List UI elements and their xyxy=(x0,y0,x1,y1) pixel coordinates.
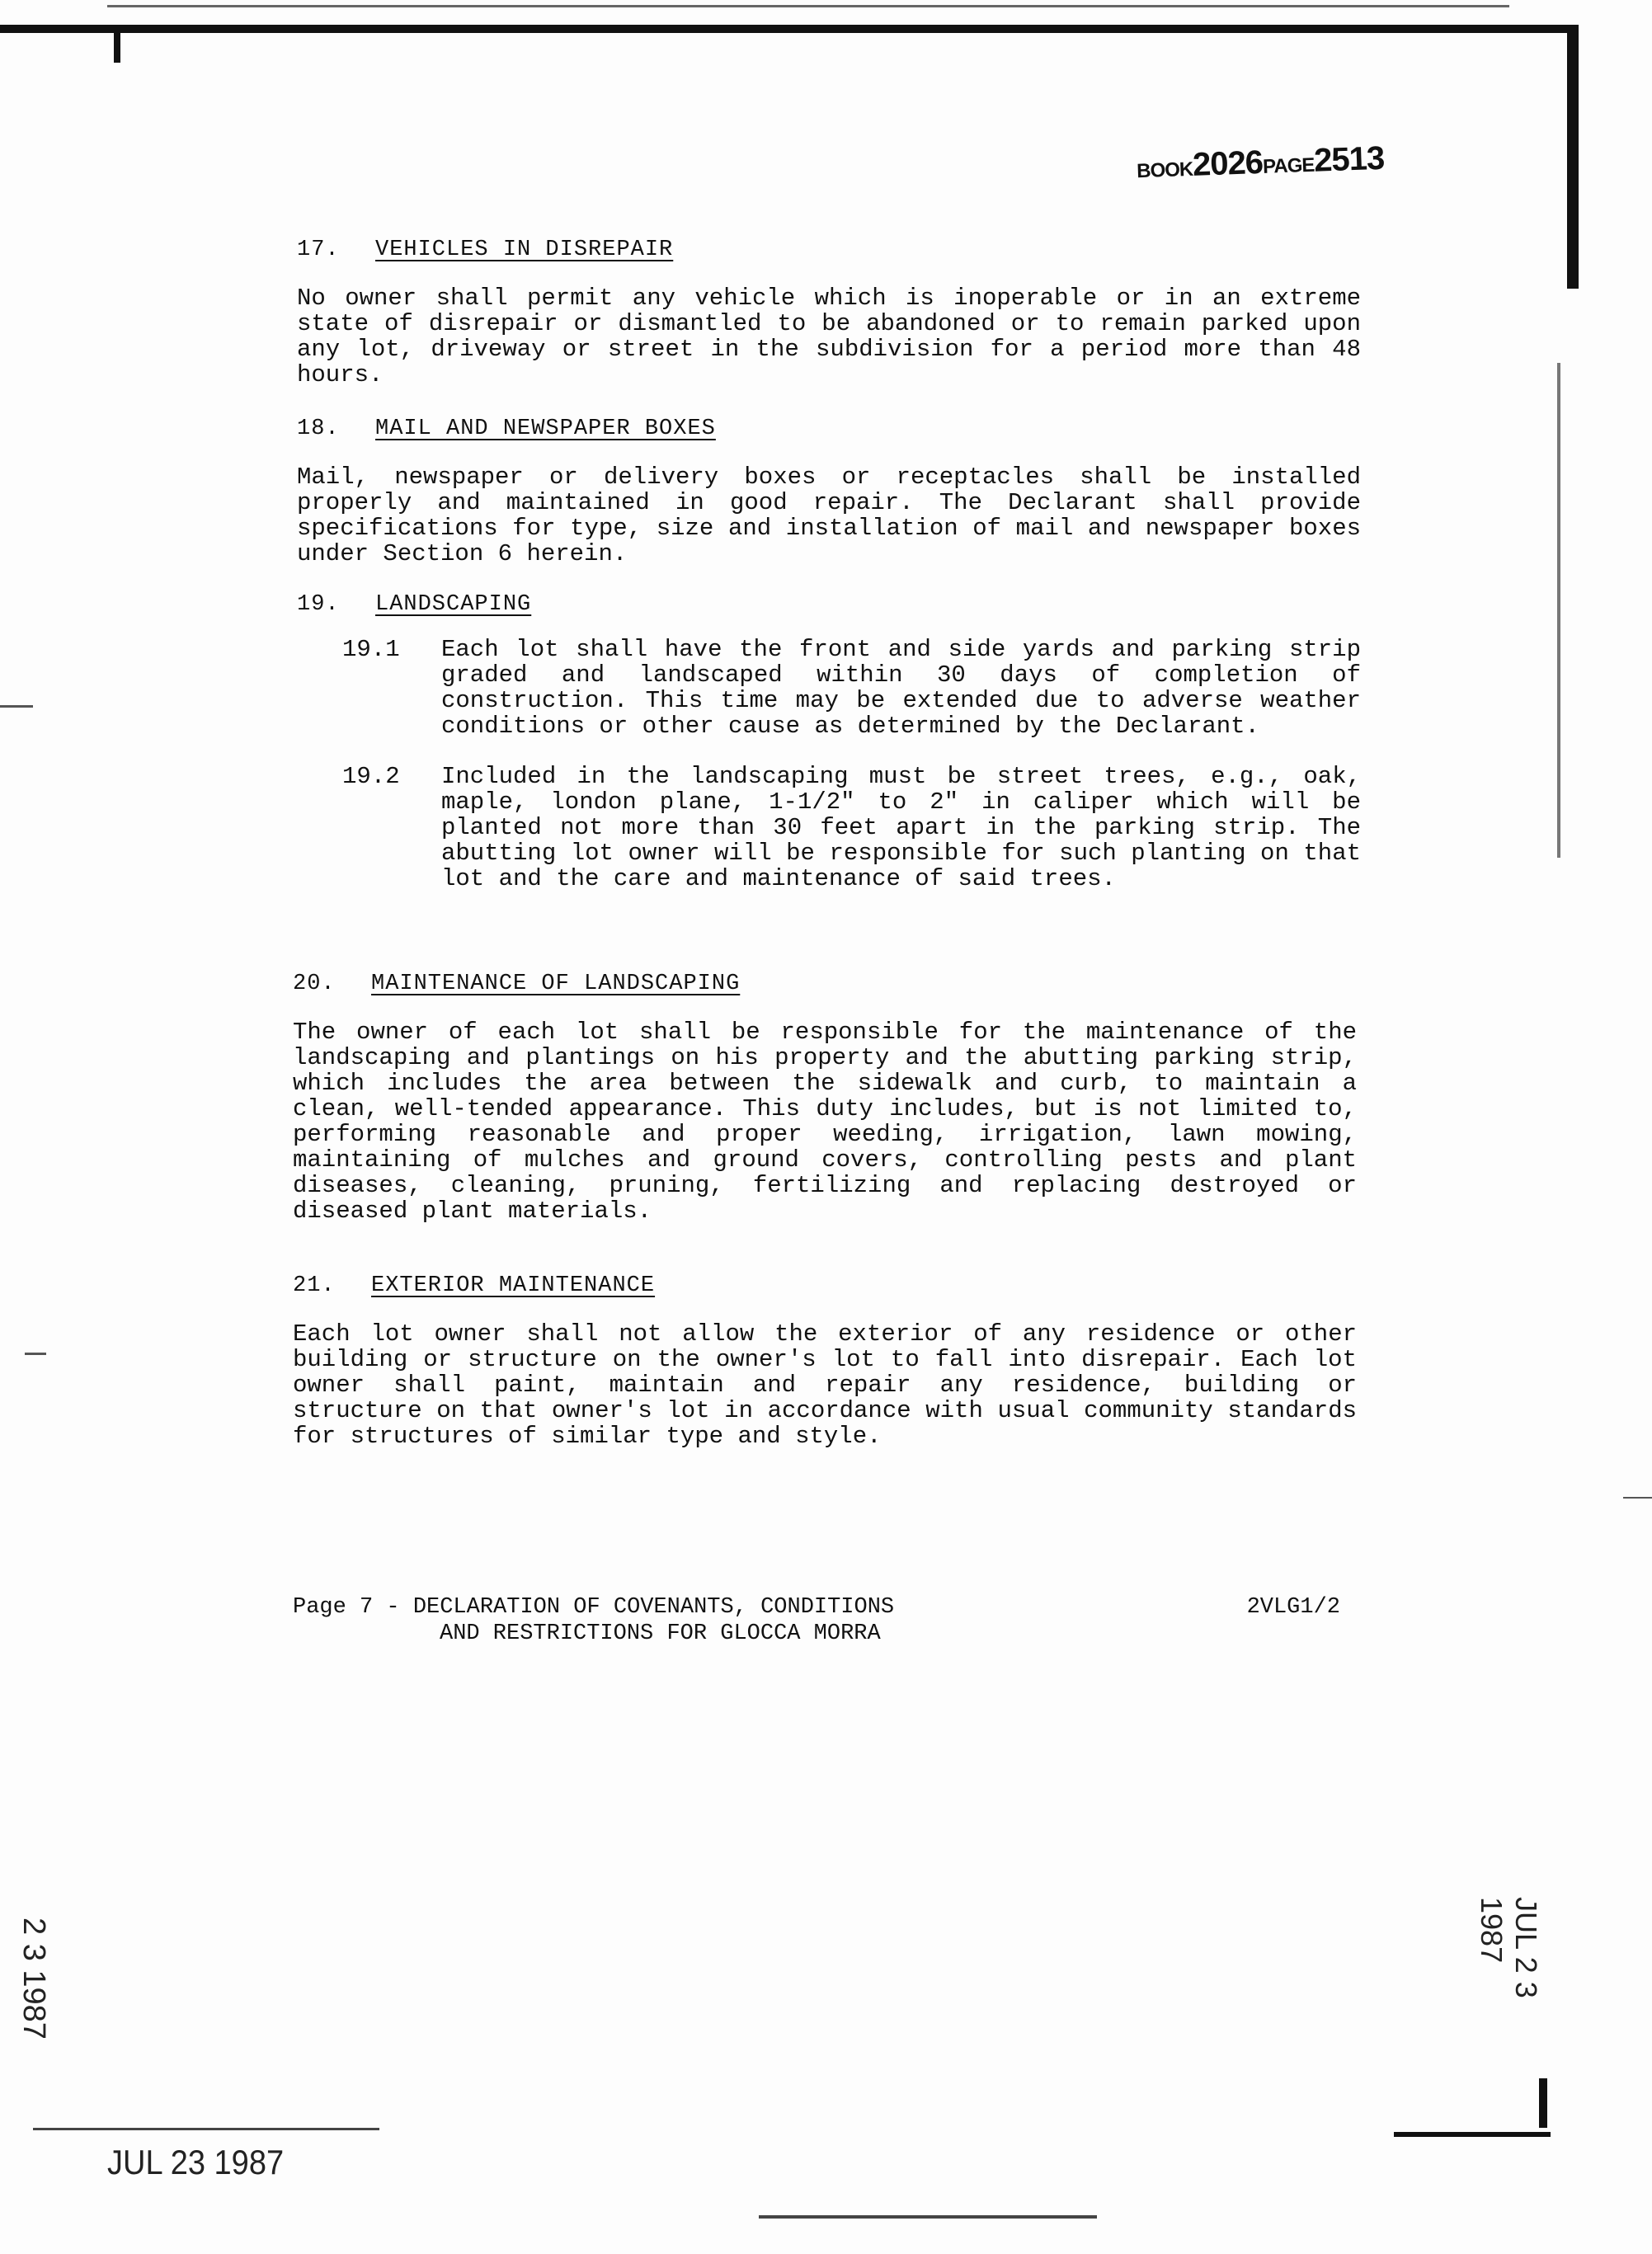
scan-top-border xyxy=(0,25,1575,33)
footer-page-line: Page 7 - DECLARATION OF COVENANTS, CONDITIONS xyxy=(293,1595,895,1620)
scan-left-tick xyxy=(25,1353,46,1355)
section-18 xyxy=(297,416,1361,567)
section-body: Mail, newspaper or delivery boxes or receptacles shall be installed properly and maintained in good repair. The Declarant shall provide specifications for type, size and installation of mail and newspaper boxes under Section 6 herein. xyxy=(297,464,1361,567)
section-heading xyxy=(297,238,1361,262)
book-page-stamp xyxy=(1136,140,1385,186)
section-body: No owner shall permit any vehicle which is inoperable or in an extreme state of disrepair or dismantled to be abandoned or to remain parked upon any lot, driveway or street in the subdivision for a period more than 48 hours. xyxy=(297,285,1361,388)
scan-bottom-right-line xyxy=(1394,2132,1551,2137)
section-heading xyxy=(297,416,1361,441)
footer-line2: AND RESTRICTIONS FOR GLOCCA MORRA xyxy=(440,1621,881,1646)
page-label: PAGE xyxy=(1262,153,1315,178)
section-20 xyxy=(293,972,1357,1224)
page-number: 2513 xyxy=(1313,139,1385,179)
section-19 xyxy=(297,592,1361,892)
scan-left-tick xyxy=(0,705,33,708)
page-footer xyxy=(293,1594,1365,1647)
subsection-19-2 xyxy=(297,764,1361,892)
scan-right-tick xyxy=(1623,1497,1652,1499)
section-number: 18. xyxy=(297,416,340,441)
subsection-number: 19.1 xyxy=(342,636,400,663)
section-number: 21. xyxy=(293,1273,336,1298)
date-stamp-bottom: JUL 23 1987 xyxy=(107,2143,285,2183)
date-stamp-right: JUL 2 3 1987 xyxy=(1475,1897,1543,1998)
scan-top-left-mark xyxy=(114,30,120,63)
scan-right-edge-line xyxy=(1557,363,1560,858)
subsection-body: Included in the landscaping must be street trees, e.g., oak, maple, london plane, 1-1/2" to 2" in caliper which will be planted not more than 30 feet apart in the parking strip. The abutting lot owner will be responsible for such planting on that lot and the care and maintenance of said trees. xyxy=(441,763,1361,892)
scan-top-noise xyxy=(107,5,1509,7)
footer-code: 2VLG1/2 xyxy=(1246,1595,1340,1620)
section-body: Each lot owner shall not allow the exterior of any residence or other building or structure on the owner's lot to fall into disrepair. Each lot owner shall paint, maintain and repair any residence, building or structure on that owner's lot in accordance with usual community standards for structures of similar type and style. xyxy=(293,1320,1357,1450)
section-21 xyxy=(293,1273,1357,1449)
scan-right-border-top xyxy=(1567,25,1579,289)
subsection-body: Each lot shall have the front and side yards and parking strip graded and landscaped within 30 days of completion of construction. This time may be extended due to adverse weather conditions or other cause as determined by the Declarant. xyxy=(441,636,1361,740)
scan-bottom-center-line xyxy=(759,2215,1097,2219)
subsection-19-1 xyxy=(297,637,1361,739)
section-title: EXTERIOR MAINTENANCE xyxy=(371,1273,656,1298)
scan-bottom-left-line xyxy=(33,2128,379,2130)
book-number: 2026 xyxy=(1192,144,1264,183)
section-number: 17. xyxy=(297,238,340,262)
section-heading xyxy=(293,1273,1357,1298)
date-stamp-left: 2 3 1987 xyxy=(16,1918,51,2040)
section-title: VEHICLES IN DISREPAIR xyxy=(375,238,674,262)
section-heading xyxy=(297,592,1361,617)
section-number: 19. xyxy=(297,592,340,617)
subsection-number: 19.2 xyxy=(342,763,400,790)
book-label: BOOK xyxy=(1136,158,1193,183)
scan-right-border-lower xyxy=(1539,2078,1547,2128)
section-heading xyxy=(293,972,1357,996)
section-title: MAINTENANCE OF LANDSCAPING xyxy=(371,972,741,996)
section-17 xyxy=(297,238,1361,388)
section-body: The owner of each lot shall be responsible for the maintenance of the landscaping and plantings on his property and the abutting parking strip, which includes the area between the sidewalk and curb, to maintain a clean, well-tended appearance. This duty includes, but is not limited to, performing reasonable and proper weeding, irrigation, lawn mowing, maintaining of mulches and ground covers, controlling pests and plant diseases, cleaning, pruning, fertilizing and replacing destroyed or diseased plant materials. xyxy=(293,1019,1357,1225)
section-title: LANDSCAPING xyxy=(375,592,532,617)
section-title: MAIL AND NEWSPAPER BOXES xyxy=(375,416,716,441)
section-number: 20. xyxy=(293,972,336,996)
